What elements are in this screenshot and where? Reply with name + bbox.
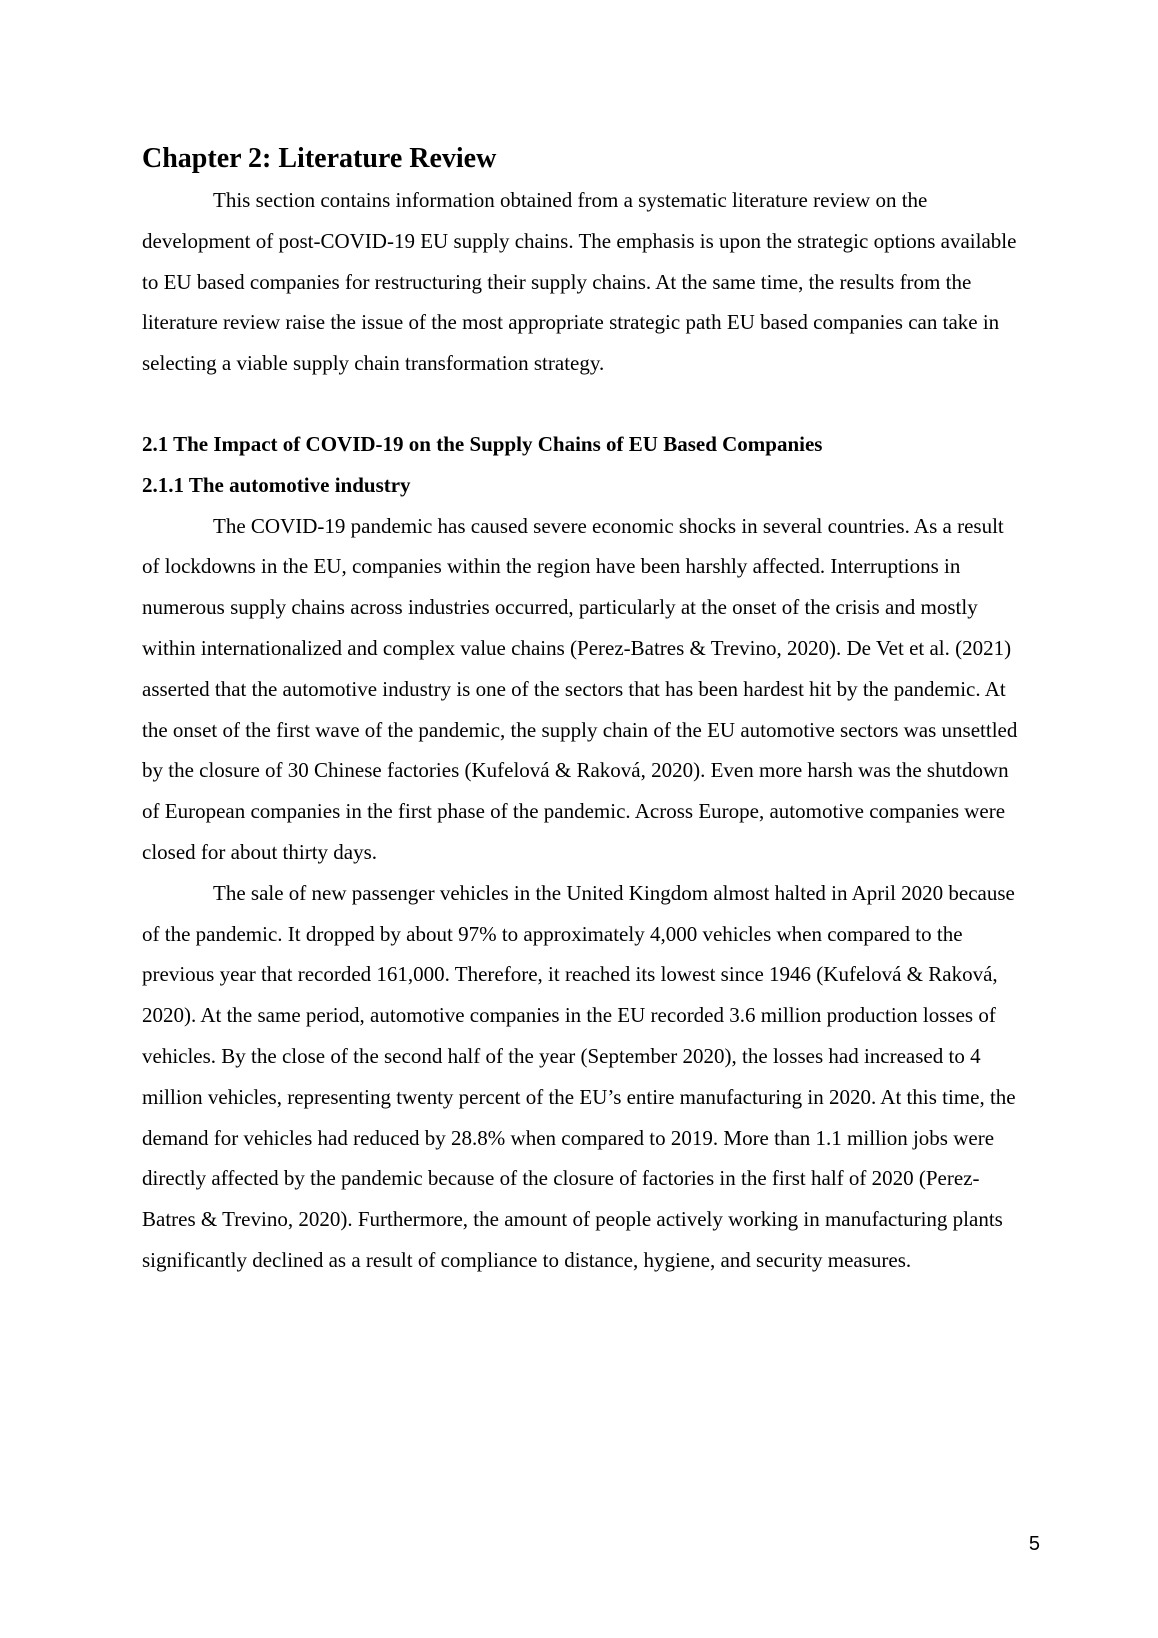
body-paragraph: The COVID-19 pandemic has caused severe economic shocks in several countries. As a result of lockdowns in the EU, companies within the region have been harshly affected. Interruptions in numerous supply chains across industries occurred, particularly at the onset of the crisis and mostly within internationalized and complex value chains (Perez-Batres & Trevino, 2020). De Vet et al. (2021) asserted that the automotive industry is one of the sectors that has been hardest hit by the pandemic. At the onset of the first wave of the pandemic, the supply chain of the EU automotive sectors was unsettled by the closure of 30 Chinese factories (Kufelová & Raková, 2020). Even more harsh was the shutdown of European companies in the first phase of the pandemic. Across Europe, automotive companies were closed for about thirty days. [142, 513, 1018, 864]
page-number: 5 [1028, 1533, 1040, 1555]
subsection-heading: 2.1.1 The automotive industry [142, 472, 411, 497]
section-heading: 2.1 The Impact of COVID-19 on the Supply Chains of EU Based Companies [142, 431, 823, 456]
body-paragraph: The sale of new passenger vehicles in the United Kingdom almost halted in April 2020 because of the pandemic. It dropped by about 97% to approximately 4,000 vehicles when compared to the previous year that recorded 161,000. Therefore, it reached its lowest since 1946 (Kufelová & Raková, 2020). At the same period, automotive companies in the EU recorded 3.6 million production losses of vehicles. By the close of the second half of the year (September 2020), the losses had increased to 4 million vehicles, representing twenty percent of the EU’s entire manufacturing in 2020. At this time, the demand for vehicles had reduced by 28.8% when compared to 2019. More than 1.1 million jobs were directly affected by the pandemic because of the closure of factories in the first half of 2020 (Perez-Batres & Trevino, 2020). Furthermore, the amount of people actively working in manufacturing plants significantly declined as a result of compliance to distance, hygiene, and security measures. [142, 880, 1016, 1272]
intro-paragraph: This section contains information obtained from a systematic literature review on the development of post-COVID-19 EU supply chains. The emphasis is upon the strategic options available to EU based companies for restructuring their supply chains. At the same time, the results from the literature review raise the issue of the most appropriate strategic path EU based companies can take in selecting a viable supply chain transformation strategy. [142, 188, 1017, 376]
page-content [142, 138, 1024, 1281]
chapter-title: Chapter 2: Literature Review [142, 143, 497, 174]
